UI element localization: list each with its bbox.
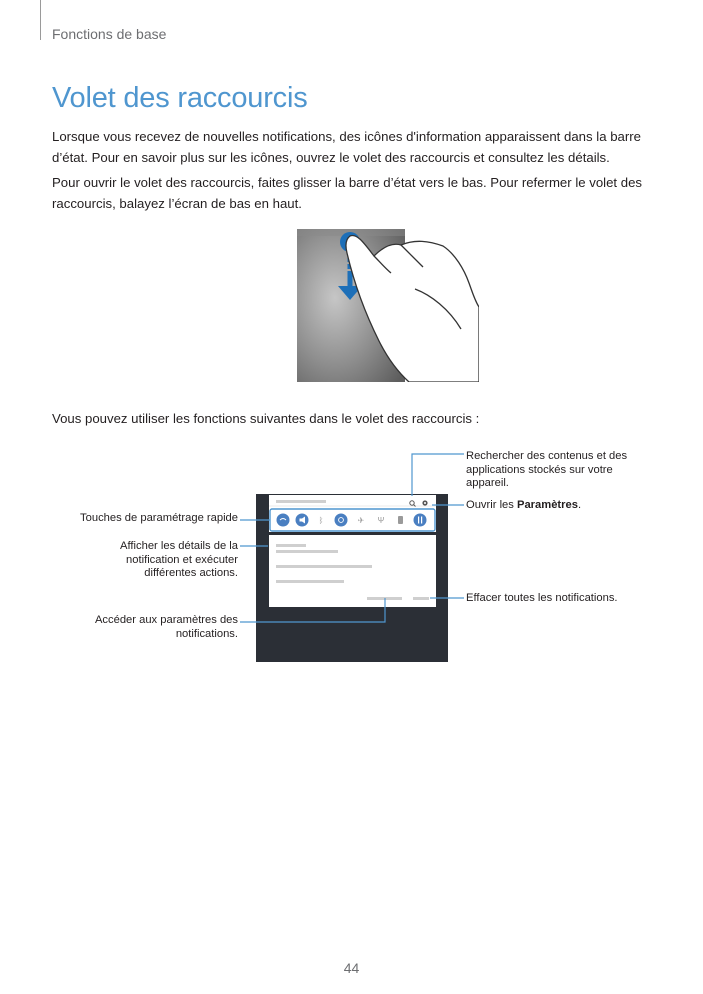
power-saving-icon: [398, 516, 403, 524]
airplane-icon: ✈: [357, 516, 365, 525]
page-number: 44: [343, 960, 360, 976]
autorotate-icon: [335, 514, 348, 527]
gear-icon: [422, 500, 427, 505]
callout-clear-all: Effacer toutes les notifications.: [466, 592, 618, 604]
intro-paragraph: Lorsque vous recevez de nouvelles notifications, des icônes d'information apparaissent dans la barre d’état. Pour en savoir plus sur les icônes, ouvrez le volet des raccourcis et consultez les détails.: [52, 129, 641, 165]
mobile-data-icon: [414, 514, 427, 527]
callout-quick-settings: Touches de paramétrage rapide: [80, 512, 238, 524]
callout-notification-settings: Accéder aux paramètres des notifications.: [94, 614, 238, 640]
callout-settings-suffix: .: [577, 499, 582, 511]
bluetooth-icon: ᛒ: [318, 516, 324, 525]
flashlight-icon: Ψ: [377, 516, 385, 525]
callout-notification-details: Afficher les détails de la notification et exécuter différentes actions.: [120, 540, 238, 579]
callout-settings: [466, 499, 646, 513]
callout-search: Rechercher des contenus et des applications stockés sur votre appareil.: [466, 450, 628, 489]
callout-settings-bold: Paramètres: [516, 499, 578, 511]
functions-paragraph: Vous pouvez utiliser les fonctions suivantes dans le volet des raccourcis :: [52, 411, 480, 426]
header-rule: [40, 0, 41, 40]
wifi-icon: [277, 514, 290, 527]
section-header: Fonctions de base: [52, 26, 167, 42]
swipe-down-illustration: [297, 229, 479, 382]
open-panel-paragraph: Pour ouvrir le volet des raccourcis, faites glisser la barre d’état vers le bas. Pour refermer le volet des raccourcis, balayez l’écran de bas en haut.: [52, 175, 643, 211]
page-title: Volet des raccourcis: [52, 82, 308, 114]
date-text-placeholder: [276, 500, 326, 503]
callout-settings-prefix: Ouvrir les: [466, 499, 517, 511]
